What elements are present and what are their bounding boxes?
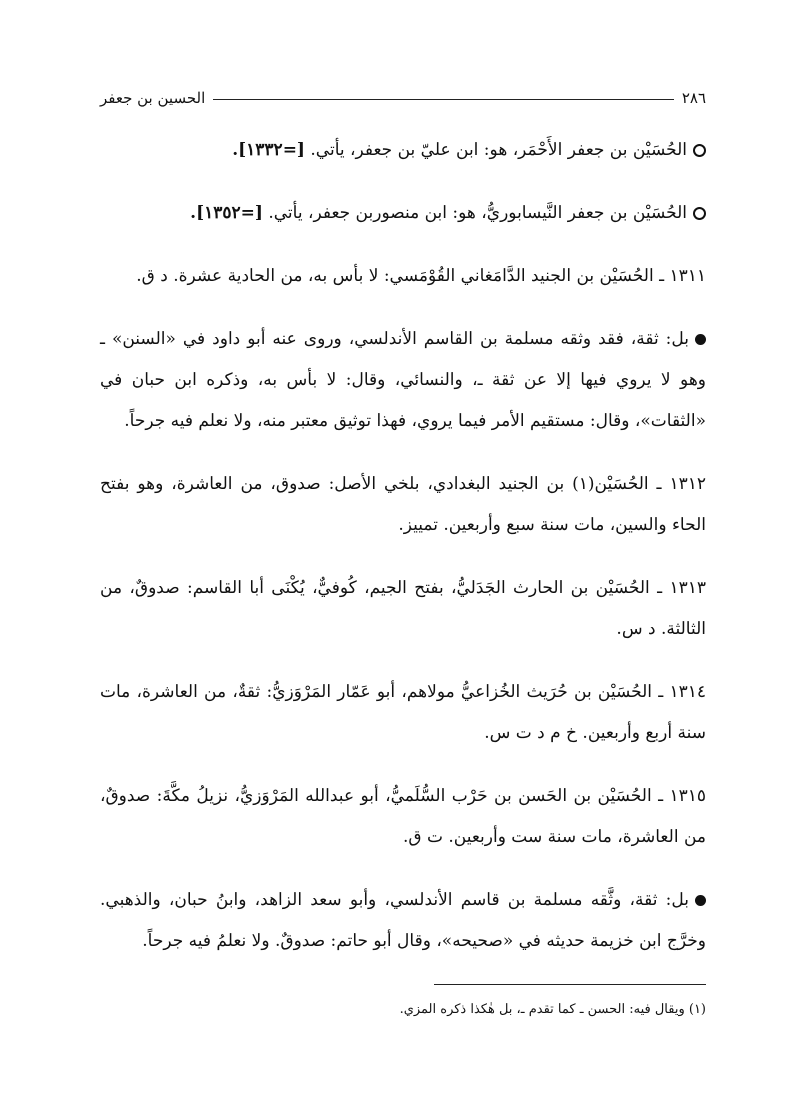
entry-text: بل: ثقة، فقد وثقه مسلمة بن القاسم الأندلسي، وروى عنه أبو داود في «السنن» ـ وهو لا يروي فيها إلا عن ثقة ـ، والنسائي، وقال: لا بأس به، وذكره ابن حبان في «الثقات»، وقال: مستقيم الأمر فيما يروي، فهذا توثيق معتبر منه، ولا نعلم فيه جرحاً. [100,329,706,431]
entry-text: ١٣١٣ ـ الحُسَيْن بن الحارث الجَدَليُّ، بفتح الجيم، كُوفيٌّ، يُكْنَى أبا القاسم: صدوقٌ، من الثالثة. د س. [100,578,706,639]
commentary-entry [100,319,706,442]
entry-text: ١٣١٥ ـ الحُسَيْن بن الحَسن بن حَرْب السُّلَميُّ، أبو عبدالله المَرْوَزيُّ، نزيلُ مكَّةَ: صدوقٌ، من العاشرة، مات سنة ست وأربعين. ت ق. [100,786,706,847]
footnote: (١) ويقال فيه: الحسن ـ كما تقدم ـ، بل هٰكذا ذكره المزي. [399,1002,706,1017]
biography-entry [100,568,706,650]
entry-reference: [=١٣٣٢]. [232,140,305,160]
biography-entry [100,672,706,754]
biography-entry [100,464,706,546]
biography-entry [100,256,706,297]
book-page [100,86,706,1021]
entry-text: بل: ثقة، وثَّقه مسلمة بن قاسم الأندلسي، وأبو سعد الزاهد، وابنُ حبان، والذهبي. وخرَّج ابن خزيمة حديثه في «صحيحه»، وقال أبو حاتم: صدوقٌ. ولا نعلمُ فيه جرحاً. [100,890,706,951]
bullet-marker-icon [695,895,706,906]
cross-reference-entry [100,130,706,171]
circle-marker-icon [693,207,706,220]
entry-reference: [=١٣٥٢]. [190,203,263,223]
footnote-rule [434,984,706,985]
running-title: الحسين بن جعفر [100,89,206,107]
bullet-marker-icon [695,334,706,345]
circle-marker-icon [693,144,706,157]
header-rule [213,99,674,100]
page-header [100,86,706,110]
entry-text: ١٣١٤ ـ الحُسَيْن بن حُرَيث الخُزاعيُّ مولاهم، أبو عَمّار المَرْوَزيُّ: ثقةٌ، من العاشرة، مات سنة أربع وأربعين. خ م د ت س. [100,682,706,743]
entry-text: ١٣١١ ـ الحُسَيْن بن الجنيد الدَّامَغاني القُوْمَسي: لا بأس به، من الحادية عشرة. د ق. [136,266,706,286]
entry-text: الحُسَيْن بن جعفر النَّيسابوريُّ، هو: ابن منصوربن جعفر، يأتي. [268,203,687,223]
entry-text: ١٣١٢ ـ الحُسَيْن(١) بن الجنيد البغدادي، بلخي الأصل: صدوق، من العاشرة، وهو بفتح الحاء والسين، مات سنة سبع وأربعين. تمييز. [100,474,706,535]
cross-reference-entry [100,193,706,234]
entry-text: الحُسَيْن بن جعفر الأَحْمَر، هو: ابن عليّ بن جعفر، يأتي. [310,140,687,160]
biography-entry [100,776,706,858]
commentary-entry [100,880,706,962]
page-number: ٢٨٦ [681,89,706,107]
